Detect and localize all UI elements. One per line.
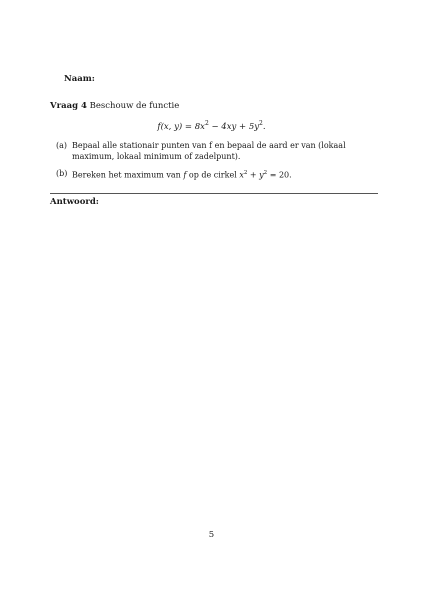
question-label: Vraag 4 [50,101,87,111]
section-divider [50,193,378,194]
part-b-text [72,168,376,181]
part-b-x: x [239,170,244,180]
part-b-exp-y: 2 [263,170,268,176]
formula-mid: − 4xy + 5y [208,121,260,132]
question-part-b [56,168,376,181]
formula-exponent-1: 2 [204,120,209,127]
formula-exponent-2: 2 [259,120,263,127]
formula-end: . [262,121,266,132]
answer-label: Antwoord: [50,197,99,207]
question-part-a [56,140,376,162]
question-intro: Beschouw de functie [89,101,180,111]
part-a-letter: (a) [56,141,68,150]
part-b-text-start: Bereken het maximum van [72,170,184,180]
question-heading [50,101,179,111]
part-b-end: = 20. [267,170,292,180]
page-number: 5 [208,530,215,540]
formula-lhs: f(x, y) = 8x [157,121,205,132]
part-b-f: f [183,170,187,180]
part-a-text: Bepaal alle stationair punten van f en bepaal de aard er van (lokaal maximum, lokaal minimum of zadelpunt). [72,141,346,161]
part-b-y: y [259,170,264,180]
function-formula [0,120,423,132]
part-b-exp-x: 2 [243,170,248,176]
part-b-plus: + [247,170,260,180]
name-label: Naam: [64,74,95,84]
part-b-text-mid: op de cirkel [186,170,240,180]
part-b-letter: (b) [56,169,68,178]
